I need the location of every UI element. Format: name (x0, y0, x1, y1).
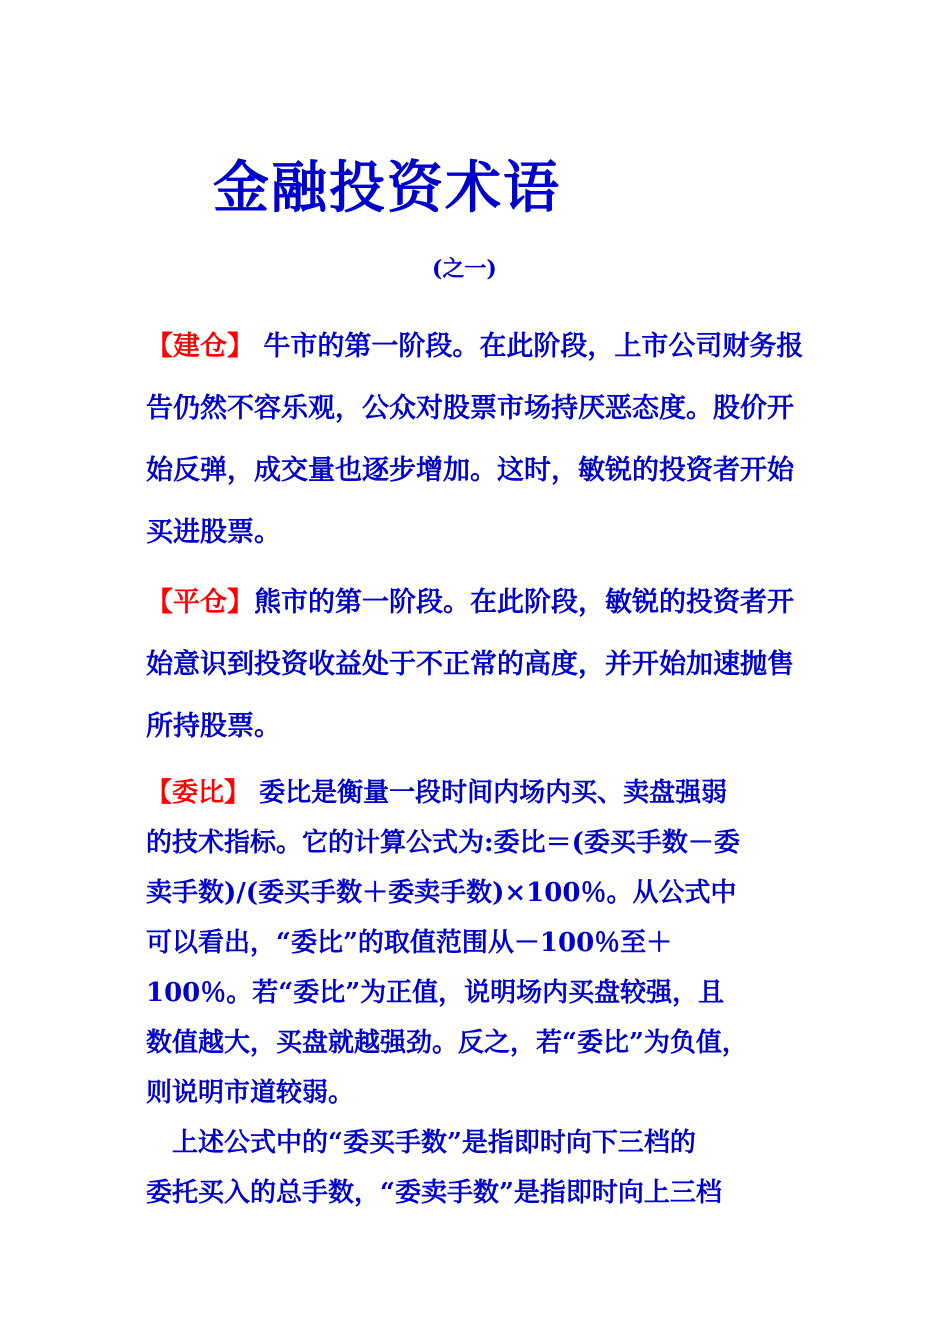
entry-term: 【建仓】 (146, 331, 254, 362)
entry-line: 买进股票。 (146, 517, 281, 548)
entry-line: 告仍然不容乐观，公众对股票市场持厌恶态度。股价开 (146, 393, 794, 424)
entry-line: 则说明市道较弱。 (146, 1078, 355, 1108)
entry-line: 始反弹，成交量也逐步增加。这时，敏锐的投资者开始 (146, 455, 794, 486)
entry-line (146, 776, 727, 810)
document-title: 金融投资术语 (213, 155, 561, 221)
entry-line: 始意识到投资收益处于不正常的高度，并开始加速抛售 (146, 649, 794, 680)
entry-text: 熊市的第一阶段。在此阶段，敏锐的投资者开 (254, 587, 794, 618)
entry-line: 可以看出，“委比”的取值范围从－100％至＋ (146, 928, 673, 958)
entry-line: 数值越大，买盘就越强劲。反之，若“委比”为负值， (146, 1028, 748, 1058)
entry-line: 委托买入的总手数，“委卖手数”是指即时向上三档 (146, 1178, 722, 1208)
entry-term: 【委比】 (146, 778, 251, 808)
entry-text: 委比是衡量一段时间内场内买、卖盘强弱 (250, 778, 728, 808)
entry-line: 的技术指标。它的计算公式为:委比＝(委买手数－委 (146, 828, 740, 858)
entry-line: 所持股票。 (146, 711, 281, 742)
entry-line: 卖手数)/(委买手数＋委卖手数)×100％。从公式中 (146, 878, 737, 908)
entry-line: 100％。若“委比”为正值，说明场内买盘较强，且 (146, 978, 725, 1008)
entry-line: 上述公式中的“委买手数”是指即时向下三档的 (146, 1128, 696, 1158)
entry-line (146, 586, 794, 620)
entry-term: 【平仓】 (146, 587, 254, 618)
entry-text: 牛市的第一阶段。在此阶段，上市公司财务报 (254, 331, 804, 362)
document-subtitle: (之一) (432, 256, 497, 282)
entry-line (146, 330, 803, 364)
